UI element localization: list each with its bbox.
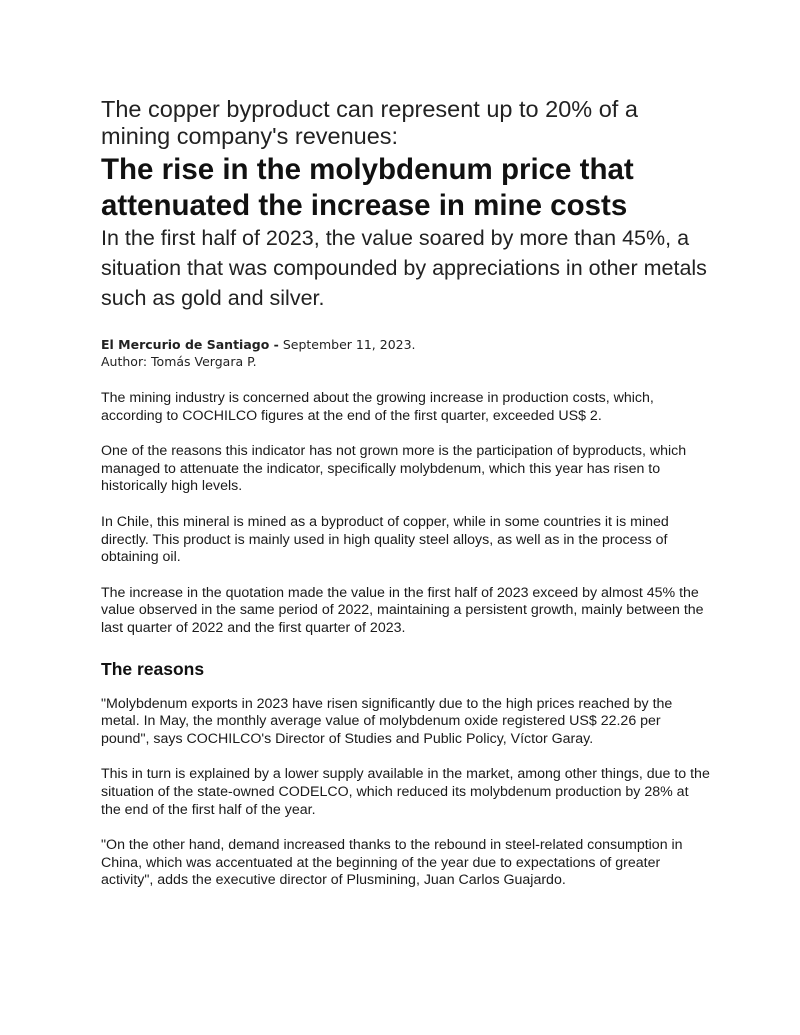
article-lede: In the first half of 2023, the value soared by more than 45%, a situation that was compounded by appreciations in other metals such as gold and silver. <box>101 226 707 310</box>
body-paragraph: In Chile, this mineral is mined as a byproduct of copper, while in some countries it is mined directly. This product is mainly used in high quality steel alloys, as well as in the process of obtaining oil. <box>101 513 669 566</box>
body-paragraph: One of the reasons this indicator has not grown more is the participation of byproducts, which managed to attenuate the indicator, specifically molybdenum, which this year has risen to historically high levels. <box>101 443 687 495</box>
publication-source: El Mercurio de Santiago - <box>101 337 279 352</box>
article-meta <box>101 336 711 370</box>
section-heading: The reasons <box>101 658 205 679</box>
body-paragraph: The mining industry is concerned about the growing increase in production costs, which, according to COCHILCO figures at the end of the first quarter, exceeded US$ 2. <box>101 390 654 424</box>
byline-line <box>101 336 711 353</box>
article <box>101 96 711 908</box>
article-author: Author: Tomás Vergara P. <box>101 354 257 369</box>
article-kicker: The copper byproduct can represent up to 20% of a mining company's revenues: <box>101 96 638 149</box>
publication-date: September 11, 2023. <box>278 337 416 352</box>
body-paragraph: "On the other hand, demand increased thanks to the rebound in steel-related consumption in China, which was accentuated at the beginning of the year due to expectations of greater activity", adds the executive director of Plusmining, Juan Carlos Guajardo. <box>101 837 683 889</box>
body-paragraph: This in turn is explained by a lower supply available in the market, among other things, due to the situation of the state-owned CODELCO, which reduced its molybdenum production by 28% at the end of the first half of the year. <box>101 766 710 818</box>
article-headline: The rise in the molybdenum price that attenuated the increase in mine costs <box>101 153 634 222</box>
body-paragraph: "Molybdenum exports in 2023 have risen significantly due to the high prices reached by the metal. In May, the monthly average value of molybdenum oxide registered US$ 22.26 per pound", says COCHILCO's Director of Studies and Public Policy, Víctor Garay. <box>101 695 673 747</box>
body-paragraph: The increase in the quotation made the value in the first half of 2023 exceed by almost 45% the value observed in the same period of 2022, maintaining a persistent growth, mainly between the last quarter of 2022 and the first quarter of 2023. <box>101 584 704 636</box>
